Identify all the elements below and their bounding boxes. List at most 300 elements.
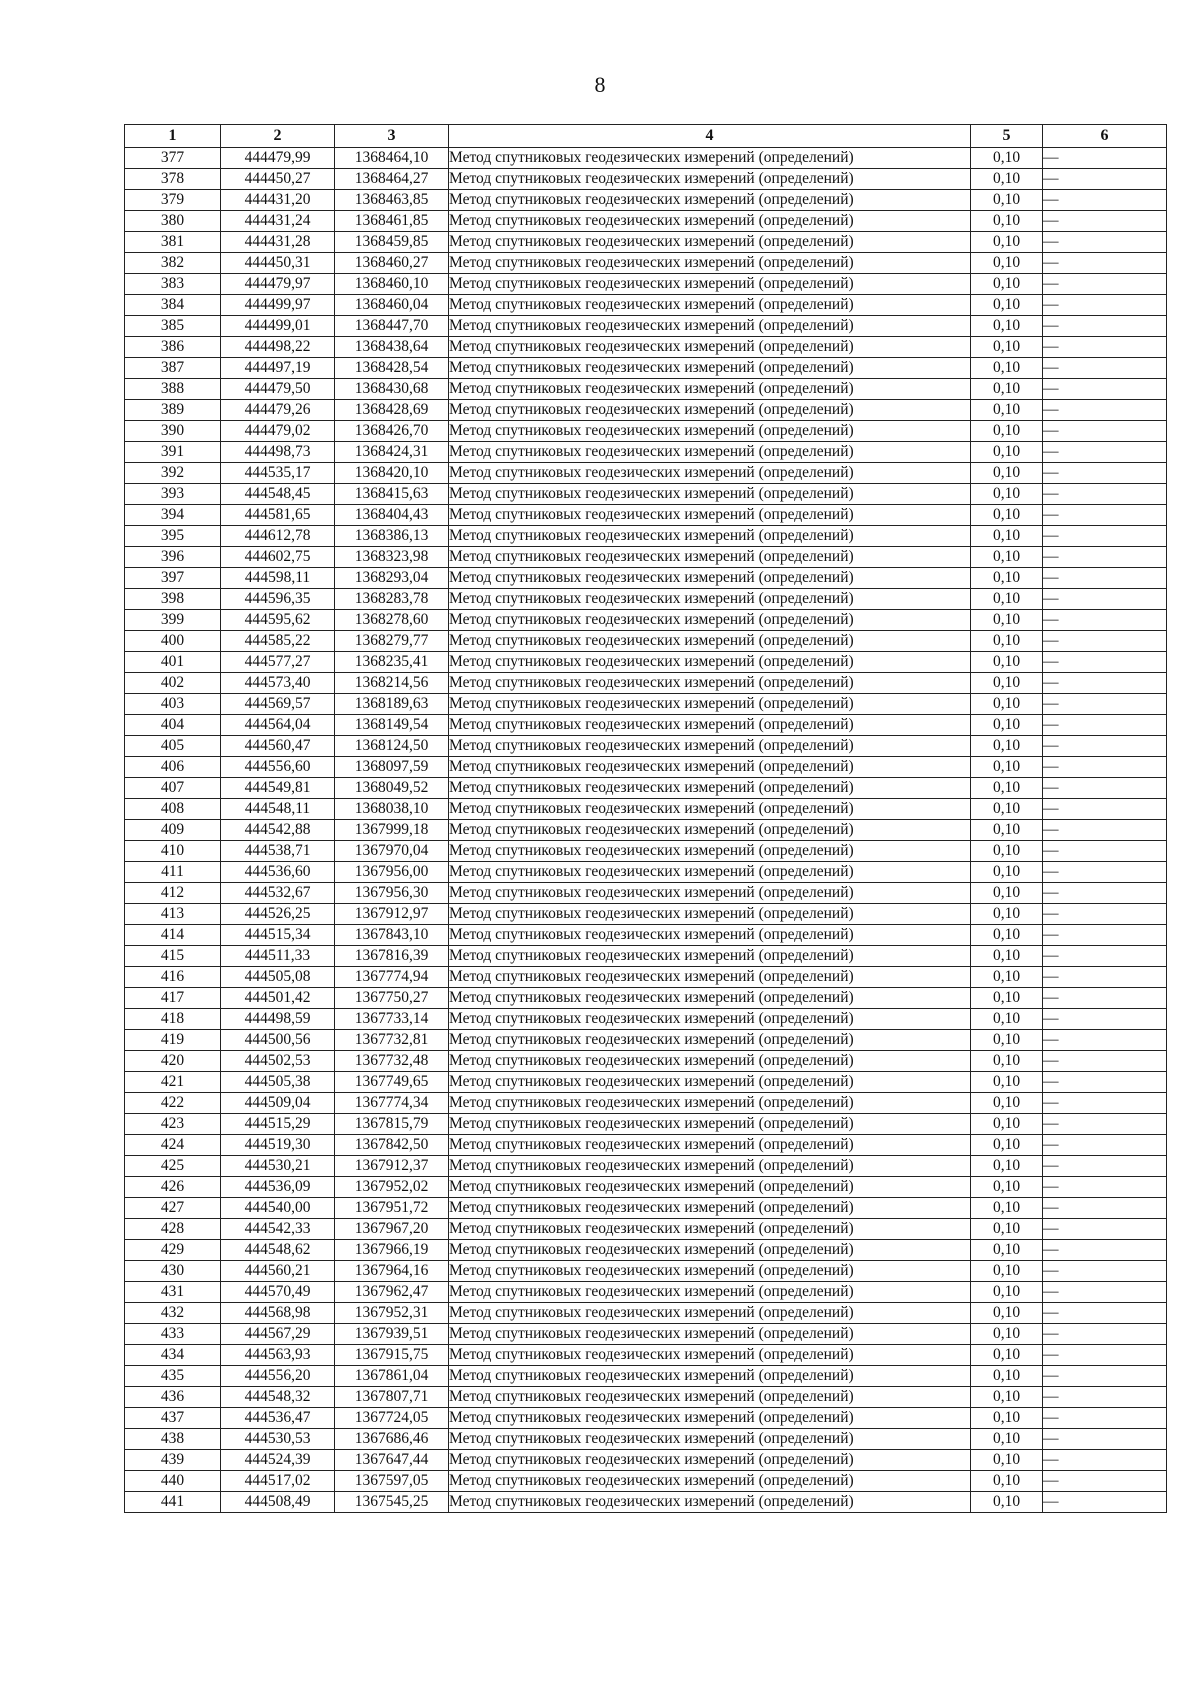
x-coordinate-cell: 444548,62 — [221, 1240, 335, 1261]
method-cell: Метод спутниковых геодезических измерений (определений) — [449, 1261, 971, 1282]
method-cell: Метод спутниковых геодезических измерений (определений) — [449, 694, 971, 715]
method-cell: Метод спутниковых геодезических измерений (определений) — [449, 1093, 971, 1114]
point-number-cell: 393 — [125, 484, 221, 505]
point-number-cell: 425 — [125, 1156, 221, 1177]
method-cell: Метод спутниковых геодезических измерений (определений) — [449, 1114, 971, 1135]
x-coordinate-cell: 444560,21 — [221, 1261, 335, 1282]
method-cell: Метод спутниковых геодезических измерений (определений) — [449, 379, 971, 400]
method-cell: Метод спутниковых геодезических измерений (определений) — [449, 1135, 971, 1156]
x-coordinate-cell: 444595,62 — [221, 610, 335, 631]
method-cell: Метод спутниковых геодезических измерений (определений) — [449, 463, 971, 484]
method-cell: Метод спутниковых геодезических измерений (определений) — [449, 799, 971, 820]
note-cell: — — [1043, 400, 1167, 421]
note-cell: — — [1043, 1219, 1167, 1240]
x-coordinate-cell: 444536,09 — [221, 1177, 335, 1198]
table-row — [125, 631, 1167, 652]
note-cell: — — [1043, 673, 1167, 694]
x-coordinate-cell: 444542,33 — [221, 1219, 335, 1240]
y-coordinate-cell: 1368447,70 — [335, 316, 449, 337]
y-coordinate-cell: 1368279,77 — [335, 631, 449, 652]
accuracy-cell: 0,10 — [971, 169, 1043, 190]
point-number-cell: 392 — [125, 463, 221, 484]
x-coordinate-cell: 444499,97 — [221, 295, 335, 316]
accuracy-cell: 0,10 — [971, 316, 1043, 337]
y-coordinate-cell: 1368124,50 — [335, 736, 449, 757]
y-coordinate-cell: 1367951,72 — [335, 1198, 449, 1219]
accuracy-cell: 0,10 — [971, 715, 1043, 736]
point-number-cell: 402 — [125, 673, 221, 694]
y-coordinate-cell: 1368097,59 — [335, 757, 449, 778]
y-coordinate-cell: 1367970,04 — [335, 841, 449, 862]
method-cell: Метод спутниковых геодезических измерений (определений) — [449, 1471, 971, 1492]
y-coordinate-cell: 1368149,54 — [335, 715, 449, 736]
table-row — [125, 1093, 1167, 1114]
point-number-cell: 379 — [125, 190, 221, 211]
point-number-cell: 438 — [125, 1429, 221, 1450]
point-number-cell: 378 — [125, 169, 221, 190]
accuracy-cell: 0,10 — [971, 211, 1043, 232]
method-cell: Метод спутниковых геодезических измерений (определений) — [449, 1450, 971, 1471]
method-cell: Метод спутниковых геодезических измерений (определений) — [449, 1009, 971, 1030]
table-row — [125, 925, 1167, 946]
point-number-cell: 418 — [125, 1009, 221, 1030]
note-cell: — — [1043, 1177, 1167, 1198]
table-row — [125, 883, 1167, 904]
accuracy-cell: 0,10 — [971, 1492, 1043, 1513]
y-coordinate-cell: 1368460,04 — [335, 295, 449, 316]
method-cell: Метод спутниковых геодезических измерений (определений) — [449, 547, 971, 568]
accuracy-cell: 0,10 — [971, 442, 1043, 463]
table-row — [125, 757, 1167, 778]
accuracy-cell: 0,10 — [971, 1408, 1043, 1429]
y-coordinate-cell: 1367749,65 — [335, 1072, 449, 1093]
note-cell: — — [1043, 1471, 1167, 1492]
note-cell: — — [1043, 1492, 1167, 1513]
accuracy-cell: 0,10 — [971, 1114, 1043, 1135]
y-coordinate-cell: 1367912,97 — [335, 904, 449, 925]
table-row — [125, 1408, 1167, 1429]
x-coordinate-cell: 444581,65 — [221, 505, 335, 526]
note-cell: — — [1043, 337, 1167, 358]
note-cell: — — [1043, 652, 1167, 673]
y-coordinate-cell: 1368430,68 — [335, 379, 449, 400]
y-coordinate-cell: 1367597,05 — [335, 1471, 449, 1492]
accuracy-cell: 0,10 — [971, 883, 1043, 904]
point-number-cell: 440 — [125, 1471, 221, 1492]
y-coordinate-cell: 1368214,56 — [335, 673, 449, 694]
x-coordinate-cell: 444560,47 — [221, 736, 335, 757]
method-cell: Метод спутниковых геодезических измерений (определений) — [449, 1345, 971, 1366]
x-coordinate-cell: 444479,97 — [221, 274, 335, 295]
point-number-cell: 395 — [125, 526, 221, 547]
method-cell: Метод спутниковых геодезических измерений (определений) — [449, 1240, 971, 1261]
method-cell: Метод спутниковых геодезических измерений (определений) — [449, 1177, 971, 1198]
note-cell: — — [1043, 694, 1167, 715]
y-coordinate-cell: 1367956,00 — [335, 862, 449, 883]
accuracy-cell: 0,10 — [971, 1450, 1043, 1471]
y-coordinate-cell: 1367732,48 — [335, 1051, 449, 1072]
x-coordinate-cell: 444431,24 — [221, 211, 335, 232]
y-coordinate-cell: 1367952,02 — [335, 1177, 449, 1198]
note-cell: — — [1043, 1261, 1167, 1282]
y-coordinate-cell: 1368460,10 — [335, 274, 449, 295]
note-cell: — — [1043, 1135, 1167, 1156]
x-coordinate-cell: 444515,29 — [221, 1114, 335, 1135]
accuracy-cell: 0,10 — [971, 1303, 1043, 1324]
x-coordinate-cell: 444567,29 — [221, 1324, 335, 1345]
x-coordinate-cell: 444538,71 — [221, 841, 335, 862]
y-coordinate-cell: 1367999,18 — [335, 820, 449, 841]
point-number-cell: 441 — [125, 1492, 221, 1513]
method-cell: Метод спутниковых геодезических измерений (определений) — [449, 925, 971, 946]
accuracy-cell: 0,10 — [971, 736, 1043, 757]
y-coordinate-cell: 1367750,27 — [335, 988, 449, 1009]
table-row — [125, 400, 1167, 421]
accuracy-cell: 0,10 — [971, 862, 1043, 883]
note-cell: — — [1043, 841, 1167, 862]
table-row — [125, 1471, 1167, 1492]
accuracy-cell: 0,10 — [971, 1135, 1043, 1156]
coordinates-table — [124, 124, 1167, 1513]
point-number-cell: 424 — [125, 1135, 221, 1156]
point-number-cell: 420 — [125, 1051, 221, 1072]
accuracy-cell: 0,10 — [971, 841, 1043, 862]
x-coordinate-cell: 444556,60 — [221, 757, 335, 778]
accuracy-cell: 0,10 — [971, 232, 1043, 253]
accuracy-cell: 0,10 — [971, 1177, 1043, 1198]
x-coordinate-cell: 444532,67 — [221, 883, 335, 904]
y-coordinate-cell: 1368438,64 — [335, 337, 449, 358]
table-row — [125, 715, 1167, 736]
table-row — [125, 1240, 1167, 1261]
note-cell: — — [1043, 610, 1167, 631]
accuracy-cell: 0,10 — [971, 484, 1043, 505]
method-cell: Метод спутниковых геодезических измерений (определений) — [449, 589, 971, 610]
method-cell: Метод спутниковых геодезических измерений (определений) — [449, 148, 971, 169]
method-cell: Метод спутниковых геодезических измерений (определений) — [449, 484, 971, 505]
note-cell: — — [1043, 421, 1167, 442]
note-cell: — — [1043, 211, 1167, 232]
y-coordinate-cell: 1368235,41 — [335, 652, 449, 673]
header-row — [125, 125, 1167, 148]
accuracy-cell: 0,10 — [971, 967, 1043, 988]
x-coordinate-cell: 444499,01 — [221, 316, 335, 337]
table-row — [125, 967, 1167, 988]
table-row — [125, 778, 1167, 799]
table-row — [125, 820, 1167, 841]
accuracy-cell: 0,10 — [971, 757, 1043, 778]
point-number-cell: 426 — [125, 1177, 221, 1198]
method-cell: Метод спутниковых геодезических измерений (определений) — [449, 1051, 971, 1072]
accuracy-cell: 0,10 — [971, 904, 1043, 925]
table-row — [125, 652, 1167, 673]
accuracy-cell: 0,10 — [971, 379, 1043, 400]
x-coordinate-cell: 444577,27 — [221, 652, 335, 673]
table-row — [125, 421, 1167, 442]
table-row — [125, 379, 1167, 400]
y-coordinate-cell: 1368415,63 — [335, 484, 449, 505]
table-row — [125, 1387, 1167, 1408]
method-cell: Метод спутниковых геодезических измерений (определений) — [449, 883, 971, 904]
note-cell: — — [1043, 715, 1167, 736]
y-coordinate-cell: 1368428,69 — [335, 400, 449, 421]
note-cell: — — [1043, 757, 1167, 778]
point-number-cell: 386 — [125, 337, 221, 358]
y-coordinate-cell: 1367912,37 — [335, 1156, 449, 1177]
x-coordinate-cell: 444450,31 — [221, 253, 335, 274]
y-coordinate-cell: 1367816,39 — [335, 946, 449, 967]
x-coordinate-cell: 444500,56 — [221, 1030, 335, 1051]
x-coordinate-cell: 444585,22 — [221, 631, 335, 652]
point-number-cell: 394 — [125, 505, 221, 526]
point-number-cell: 427 — [125, 1198, 221, 1219]
note-cell: — — [1043, 1450, 1167, 1471]
note-cell: — — [1043, 925, 1167, 946]
y-coordinate-cell: 1368463,85 — [335, 190, 449, 211]
x-coordinate-cell: 444536,60 — [221, 862, 335, 883]
table-row — [125, 673, 1167, 694]
x-coordinate-cell: 444598,11 — [221, 568, 335, 589]
point-number-cell: 421 — [125, 1072, 221, 1093]
y-coordinate-cell: 1367915,75 — [335, 1345, 449, 1366]
method-cell: Метод спутниковых геодезических измерений (определений) — [449, 1429, 971, 1450]
table-row — [125, 148, 1167, 169]
method-cell: Метод спутниковых геодезических измерений (определений) — [449, 337, 971, 358]
x-coordinate-cell: 444526,25 — [221, 904, 335, 925]
note-cell: — — [1043, 568, 1167, 589]
x-coordinate-cell: 444596,35 — [221, 589, 335, 610]
table-row — [125, 1156, 1167, 1177]
point-number-cell: 382 — [125, 253, 221, 274]
note-cell: — — [1043, 799, 1167, 820]
point-number-cell: 410 — [125, 841, 221, 862]
table-row — [125, 1177, 1167, 1198]
x-coordinate-cell: 444509,04 — [221, 1093, 335, 1114]
x-coordinate-cell: 444505,38 — [221, 1072, 335, 1093]
y-coordinate-cell: 1368293,04 — [335, 568, 449, 589]
point-number-cell: 439 — [125, 1450, 221, 1471]
x-coordinate-cell: 444612,78 — [221, 526, 335, 547]
accuracy-cell: 0,10 — [971, 988, 1043, 1009]
method-cell: Метод спутниковых геодезических измерений (определений) — [449, 1387, 971, 1408]
point-number-cell: 415 — [125, 946, 221, 967]
note-cell: — — [1043, 295, 1167, 316]
table-row — [125, 1009, 1167, 1030]
y-coordinate-cell: 1367733,14 — [335, 1009, 449, 1030]
note-cell: — — [1043, 883, 1167, 904]
x-coordinate-cell: 444497,19 — [221, 358, 335, 379]
note-cell: — — [1043, 1009, 1167, 1030]
note-cell: — — [1043, 358, 1167, 379]
note-cell: — — [1043, 505, 1167, 526]
point-number-cell: 436 — [125, 1387, 221, 1408]
y-coordinate-cell: 1367724,05 — [335, 1408, 449, 1429]
y-coordinate-cell: 1368461,85 — [335, 211, 449, 232]
method-cell: Метод спутниковых геодезических измерений (определений) — [449, 1156, 971, 1177]
point-number-cell: 391 — [125, 442, 221, 463]
table-row — [125, 841, 1167, 862]
point-number-cell: 435 — [125, 1366, 221, 1387]
x-coordinate-cell: 444556,20 — [221, 1366, 335, 1387]
table-row — [125, 568, 1167, 589]
note-cell: — — [1043, 463, 1167, 484]
table-row — [125, 946, 1167, 967]
point-number-cell: 437 — [125, 1408, 221, 1429]
point-number-cell: 406 — [125, 757, 221, 778]
table-row — [125, 358, 1167, 379]
accuracy-cell: 0,10 — [971, 505, 1043, 526]
table-row — [125, 736, 1167, 757]
y-coordinate-cell: 1367939,51 — [335, 1324, 449, 1345]
note-cell: — — [1043, 1366, 1167, 1387]
accuracy-cell: 0,10 — [971, 820, 1043, 841]
column-header-2: 2 — [221, 125, 335, 148]
method-cell: Метод спутниковых геодезических измерений (определений) — [449, 505, 971, 526]
x-coordinate-cell: 444515,34 — [221, 925, 335, 946]
accuracy-cell: 0,10 — [971, 1345, 1043, 1366]
point-number-cell: 390 — [125, 421, 221, 442]
accuracy-cell: 0,10 — [971, 1009, 1043, 1030]
table-row — [125, 1072, 1167, 1093]
accuracy-cell: 0,10 — [971, 274, 1043, 295]
accuracy-cell: 0,10 — [971, 337, 1043, 358]
method-cell: Метод спутниковых геодезических измерений (определений) — [449, 211, 971, 232]
point-number-cell: 403 — [125, 694, 221, 715]
accuracy-cell: 0,10 — [971, 694, 1043, 715]
accuracy-cell: 0,10 — [971, 547, 1043, 568]
table-row — [125, 1429, 1167, 1450]
method-cell: Метод спутниковых геодезических измерений (определений) — [449, 631, 971, 652]
x-coordinate-cell: 444511,33 — [221, 946, 335, 967]
y-coordinate-cell: 1368323,98 — [335, 547, 449, 568]
table-row — [125, 442, 1167, 463]
y-coordinate-cell: 1367807,71 — [335, 1387, 449, 1408]
note-cell: — — [1043, 1072, 1167, 1093]
method-cell: Метод спутниковых геодезических измерений (определений) — [449, 1303, 971, 1324]
x-coordinate-cell: 444517,02 — [221, 1471, 335, 1492]
y-coordinate-cell: 1367774,94 — [335, 967, 449, 988]
method-cell: Метод спутниковых геодезических измерений (определений) — [449, 421, 971, 442]
point-number-cell: 416 — [125, 967, 221, 988]
method-cell: Метод спутниковых геодезических измерений (определений) — [449, 757, 971, 778]
point-number-cell: 401 — [125, 652, 221, 673]
x-coordinate-cell: 444530,53 — [221, 1429, 335, 1450]
y-coordinate-cell: 1367964,16 — [335, 1261, 449, 1282]
accuracy-cell: 0,10 — [971, 589, 1043, 610]
note-cell: — — [1043, 778, 1167, 799]
accuracy-cell: 0,10 — [971, 1282, 1043, 1303]
table-row — [125, 274, 1167, 295]
y-coordinate-cell: 1367861,04 — [335, 1366, 449, 1387]
accuracy-cell: 0,10 — [971, 799, 1043, 820]
table-row — [125, 505, 1167, 526]
note-cell: — — [1043, 862, 1167, 883]
point-number-cell: 385 — [125, 316, 221, 337]
accuracy-cell: 0,10 — [971, 652, 1043, 673]
note-cell: — — [1043, 946, 1167, 967]
x-coordinate-cell: 444535,17 — [221, 463, 335, 484]
point-number-cell: 404 — [125, 715, 221, 736]
note-cell: — — [1043, 169, 1167, 190]
x-coordinate-cell: 444530,21 — [221, 1156, 335, 1177]
method-cell: Метод спутниковых геодезических измерений (определений) — [449, 1219, 971, 1240]
x-coordinate-cell: 444540,00 — [221, 1198, 335, 1219]
x-coordinate-cell: 444536,47 — [221, 1408, 335, 1429]
y-coordinate-cell: 1367842,50 — [335, 1135, 449, 1156]
table-row — [125, 169, 1167, 190]
point-number-cell: 389 — [125, 400, 221, 421]
accuracy-cell: 0,10 — [971, 190, 1043, 211]
x-coordinate-cell: 444548,11 — [221, 799, 335, 820]
x-coordinate-cell: 444498,22 — [221, 337, 335, 358]
accuracy-cell: 0,10 — [971, 1366, 1043, 1387]
table-row — [125, 1345, 1167, 1366]
x-coordinate-cell: 444505,08 — [221, 967, 335, 988]
y-coordinate-cell: 1367774,34 — [335, 1093, 449, 1114]
table-row — [125, 1135, 1167, 1156]
method-cell: Метод спутниковых геодезических измерений (определений) — [449, 295, 971, 316]
y-coordinate-cell: 1368464,27 — [335, 169, 449, 190]
method-cell: Метод спутниковых геодезических измерений (определений) — [449, 526, 971, 547]
table-row — [125, 1492, 1167, 1513]
y-coordinate-cell: 1368278,60 — [335, 610, 449, 631]
table-row — [125, 547, 1167, 568]
note-cell: — — [1043, 967, 1167, 988]
note-cell: — — [1043, 1429, 1167, 1450]
note-cell: — — [1043, 1240, 1167, 1261]
method-cell: Метод спутниковых геодезических измерений (определений) — [449, 715, 971, 736]
x-coordinate-cell: 444548,45 — [221, 484, 335, 505]
table-row — [125, 799, 1167, 820]
y-coordinate-cell: 1368424,31 — [335, 442, 449, 463]
column-header-6: 6 — [1043, 125, 1167, 148]
table-row — [125, 1261, 1167, 1282]
y-coordinate-cell: 1368460,27 — [335, 253, 449, 274]
table-row — [125, 190, 1167, 211]
table-row — [125, 337, 1167, 358]
method-cell: Метод спутниковых геодезических измерений (определений) — [449, 1072, 971, 1093]
method-cell: Метод спутниковых геодезических измерений (определений) — [449, 1492, 971, 1513]
point-number-cell: 411 — [125, 862, 221, 883]
x-coordinate-cell: 444519,30 — [221, 1135, 335, 1156]
table-row — [125, 589, 1167, 610]
point-number-cell: 433 — [125, 1324, 221, 1345]
x-coordinate-cell: 444563,93 — [221, 1345, 335, 1366]
note-cell: — — [1043, 589, 1167, 610]
column-header-3: 3 — [335, 125, 449, 148]
table-row — [125, 1219, 1167, 1240]
note-cell: — — [1043, 1114, 1167, 1135]
page-number: 8 — [594, 72, 606, 97]
accuracy-cell: 0,10 — [971, 1156, 1043, 1177]
table-row — [125, 316, 1167, 337]
table-row — [125, 1324, 1167, 1345]
accuracy-cell: 0,10 — [971, 568, 1043, 589]
y-coordinate-cell: 1367843,10 — [335, 925, 449, 946]
point-number-cell: 434 — [125, 1345, 221, 1366]
method-cell: Метод спутниковых геодезических измерений (определений) — [449, 568, 971, 589]
method-cell: Метод спутниковых геодезических измерений (определений) — [449, 862, 971, 883]
method-cell: Метод спутниковых геодезических измерений (определений) — [449, 841, 971, 862]
point-number-cell: 429 — [125, 1240, 221, 1261]
note-cell: — — [1043, 1324, 1167, 1345]
method-cell: Метод спутниковых геодезических измерений (определений) — [449, 967, 971, 988]
point-number-cell: 387 — [125, 358, 221, 379]
note-cell: — — [1043, 484, 1167, 505]
method-cell: Метод спутниковых геодезических измерений (определений) — [449, 1408, 971, 1429]
accuracy-cell: 0,10 — [971, 400, 1043, 421]
note-cell: — — [1043, 904, 1167, 925]
